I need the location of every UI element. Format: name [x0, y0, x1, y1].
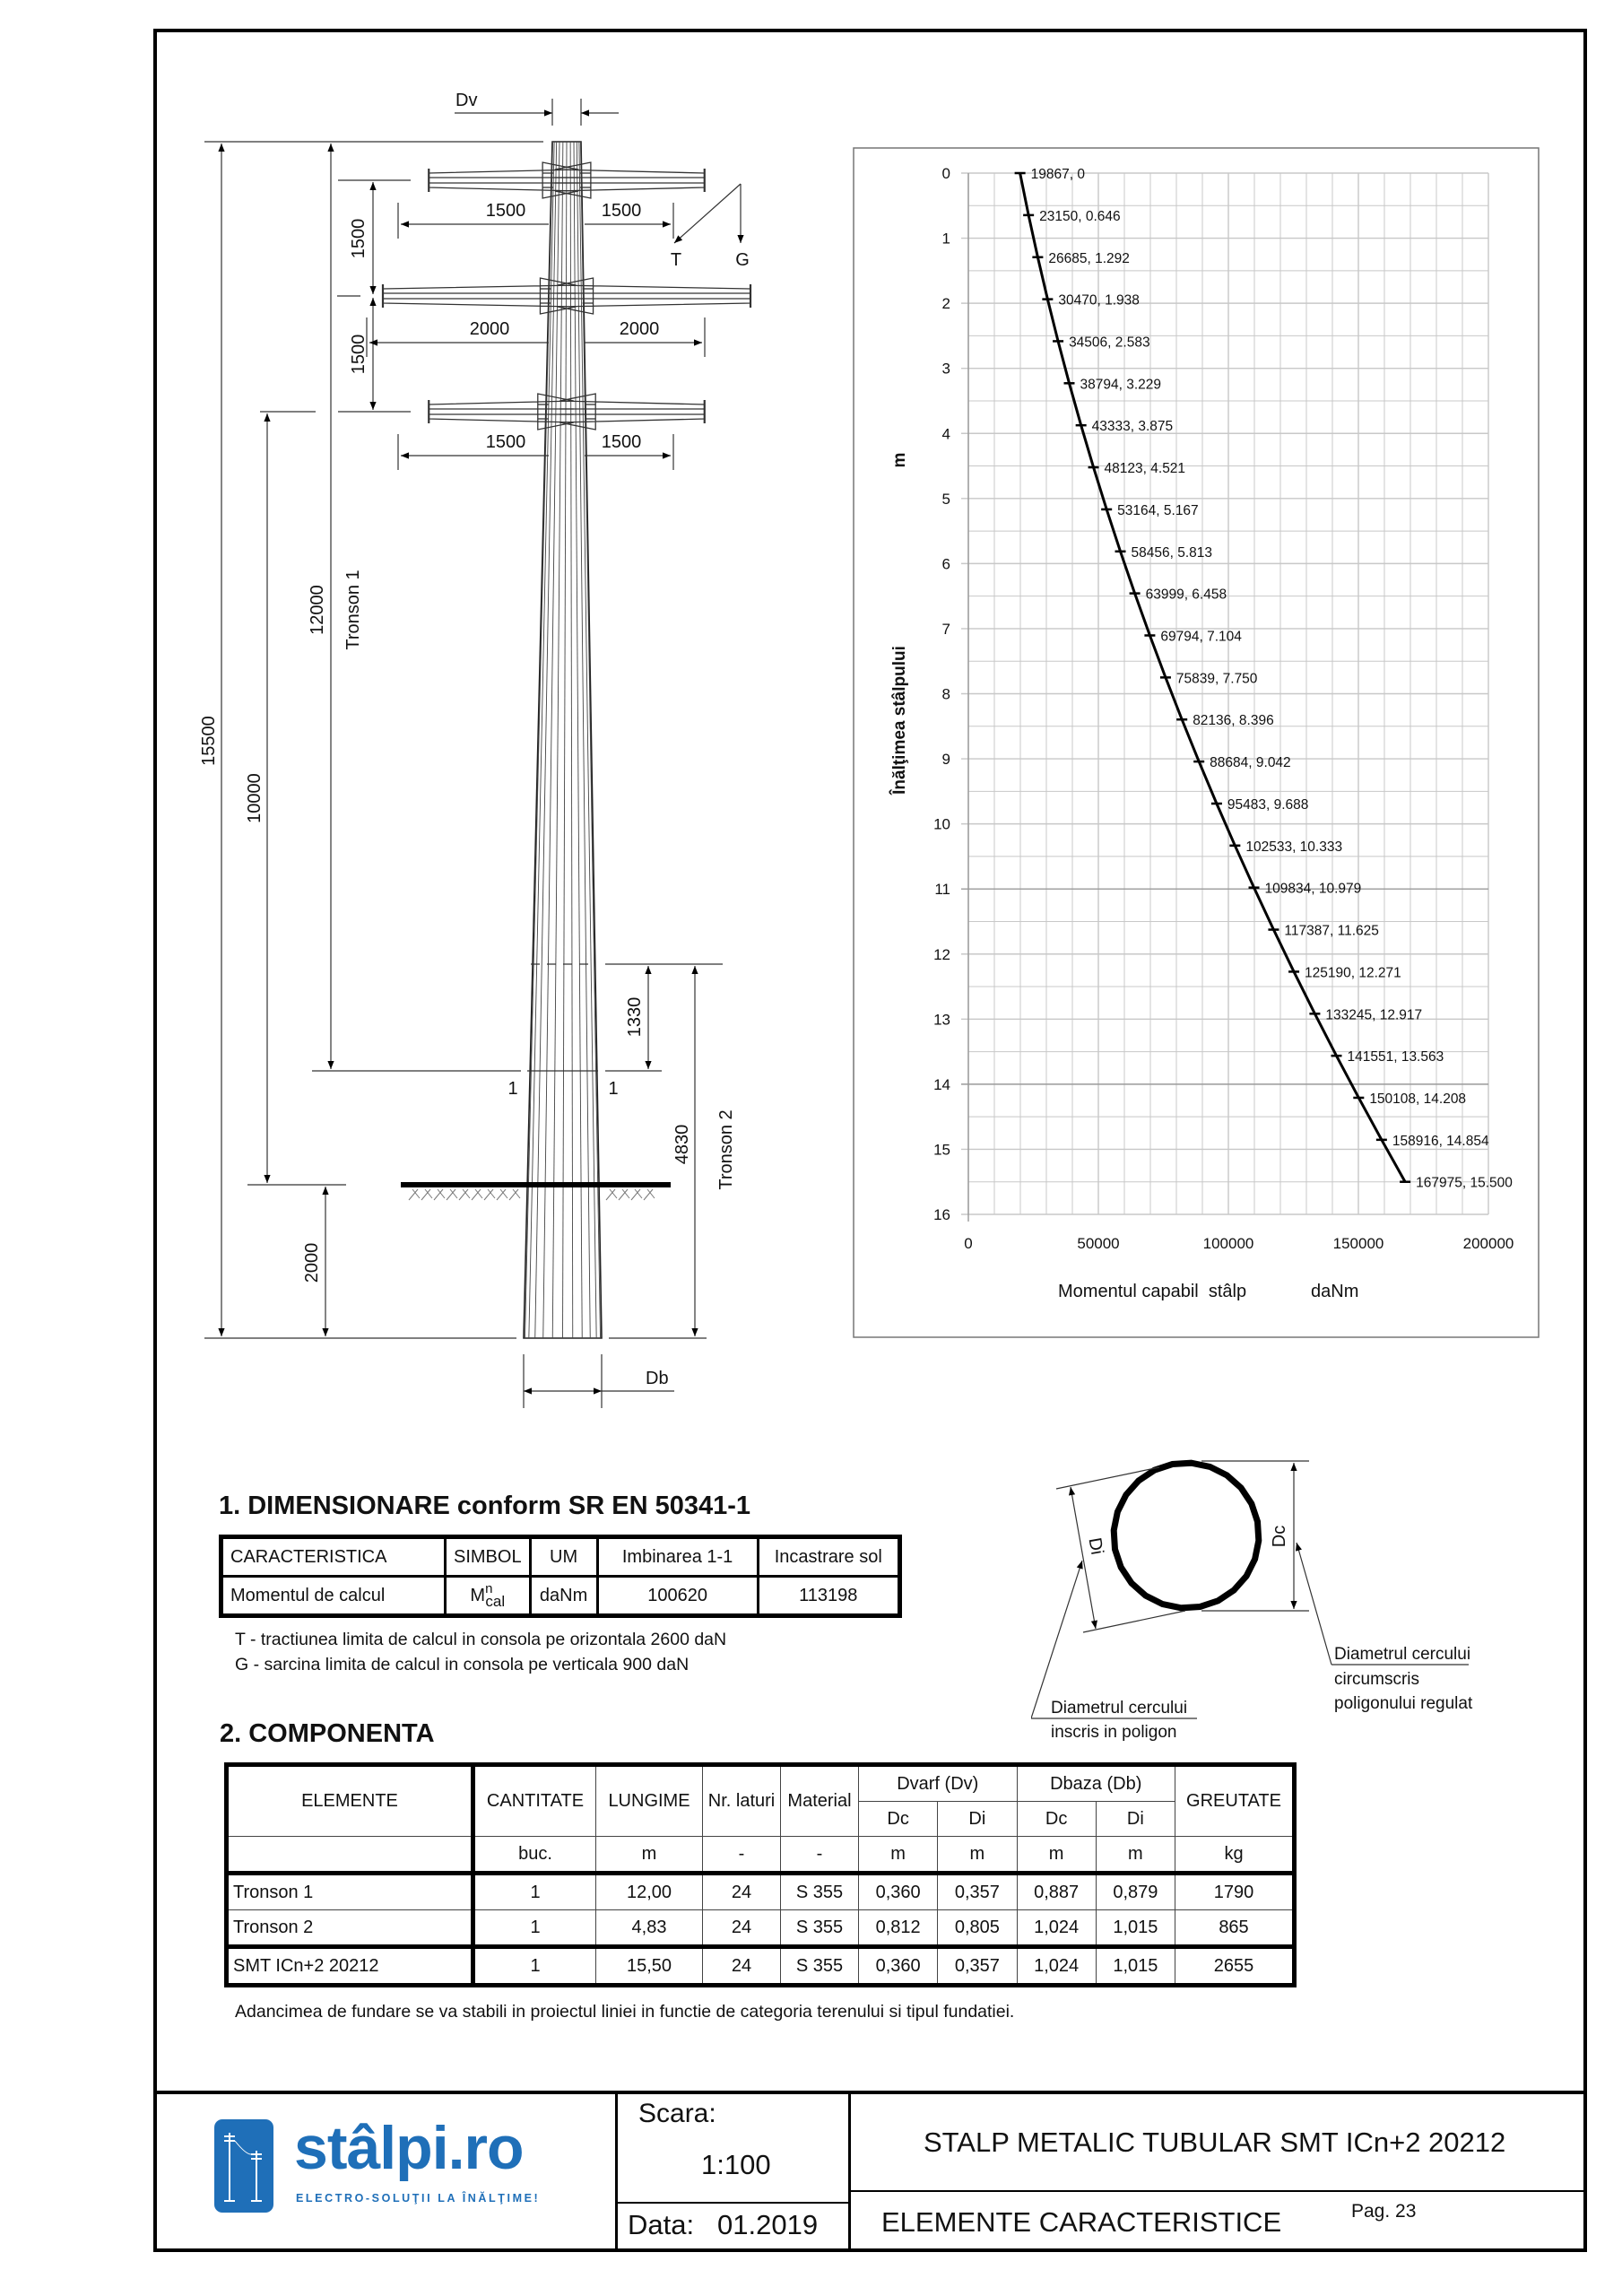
scale-label: Scara: [638, 2099, 716, 2128]
dimensioning-table [219, 1535, 902, 1618]
page-number: Pag. 23 [1351, 2201, 1417, 2222]
logo-mark-icon [213, 2118, 276, 2215]
unit-cell: kg [1175, 1837, 1295, 1874]
data-point-label: 75839, 7.750 [1175, 671, 1258, 687]
data-point-label: 38794, 3.229 [1080, 377, 1162, 393]
cell: S 355 [781, 1874, 859, 1910]
circumscribed-label-2: circumscris [1334, 1670, 1419, 1689]
dim-spacing-lower: 1500 [349, 334, 369, 375]
cell: 1 [473, 1874, 596, 1910]
pole-ribs [525, 142, 600, 1338]
dim-arm-mid-right: 2000 [619, 319, 660, 339]
pole-rib-line [574, 142, 582, 1338]
pole-rib-line [552, 142, 563, 1338]
cell: 15,50 [596, 1947, 703, 1986]
dim-embedment: 2000 [302, 1242, 322, 1283]
cross-section-diagram [1031, 1435, 1533, 1758]
table-units-row [227, 1837, 1295, 1874]
x-axis-title: Momentul capabil stâlp [1058, 1282, 1247, 1301]
data-point-label: 23150, 0.646 [1039, 208, 1121, 224]
cell: 0,887 [1017, 1874, 1096, 1910]
pole-rib-line [563, 142, 568, 1338]
data-point-label: 43333, 3.875 [1091, 419, 1174, 435]
y-axis-title: Înălţimea stâlpului [890, 646, 909, 795]
logo-wordmark: stâlpi.ro [294, 2114, 524, 2182]
pole-rib-line [525, 142, 552, 1338]
db-label: Db [646, 1369, 669, 1388]
data-point-label: 82136, 8.396 [1193, 713, 1274, 729]
x-tick-label: 50000 [1077, 1235, 1120, 1252]
cell: 0,879 [1096, 1874, 1175, 1910]
y-tick-label: 2 [941, 295, 950, 313]
cell: 24 [703, 1947, 781, 1986]
y-tick-label: 5 [941, 490, 950, 508]
data-point-label: 167975, 15.500 [1416, 1175, 1513, 1191]
unit-cell: m [1017, 1837, 1096, 1874]
y-axis-unit: m [890, 452, 909, 468]
data-point-label: 63999, 6.458 [1145, 587, 1227, 603]
table-header-row [221, 1537, 900, 1577]
data-point-label: 95483, 9.688 [1227, 796, 1309, 813]
title-block-divider [615, 2092, 618, 2248]
title-block-divider [617, 2202, 850, 2204]
y-tick-label: 13 [933, 1011, 950, 1029]
data-point-label: 26685, 1.292 [1048, 250, 1130, 266]
cell: S 355 [781, 1947, 859, 1986]
x-tick-label: 0 [964, 1235, 973, 1252]
moment-height-chart [852, 146, 1542, 1340]
cell: 1,015 [1096, 1947, 1175, 1986]
symbol-superscript: n [485, 1580, 493, 1596]
dc-label: Dc [1270, 1525, 1289, 1548]
y-tick-label: 9 [941, 751, 950, 769]
cell: 0,357 [938, 1947, 1017, 1986]
load-arrows [674, 184, 741, 243]
header-caracteristica: CARACTERISTICA [221, 1537, 446, 1577]
unit-cell: - [703, 1837, 781, 1874]
unit-cell: buc. [473, 1837, 596, 1874]
header-dvarf-dc: Dc [859, 1802, 938, 1837]
header-dvarf-di: Di [938, 1802, 1017, 1837]
y-tick-label: 8 [941, 685, 950, 703]
header-um: UM [530, 1537, 597, 1577]
polygon-section [1114, 1463, 1259, 1608]
circumscribed-label-1: Diametrul cercului [1334, 1645, 1471, 1664]
y-tick-label: 7 [941, 620, 950, 638]
data-point-label: 102533, 10.333 [1245, 839, 1343, 855]
cell: 1 [473, 1910, 596, 1947]
data-point-label: 34506, 2.583 [1069, 335, 1150, 351]
crossarm-left-1 [383, 278, 576, 314]
data-point-label: 125190, 12.271 [1305, 965, 1401, 981]
y-tick-label: 15 [933, 1141, 950, 1159]
section1-title: 1. DIMENSIONARE conform SR EN 50341-1 [219, 1492, 751, 1520]
header-imbinarea: Imbinarea 1-1 [597, 1537, 758, 1577]
dim-spacing-upper: 1500 [349, 218, 369, 259]
load-t-label: T [670, 250, 682, 270]
y-tick-label: 12 [933, 945, 950, 963]
y-tick-label: 14 [933, 1075, 950, 1093]
data-point-label: 158916, 14.854 [1392, 1133, 1489, 1149]
dim-arm-bot-left: 1500 [485, 432, 526, 452]
cell-element: SMT ICn+2 20212 [227, 1947, 473, 1986]
dim-total-height: 15500 [199, 716, 219, 766]
cell: 0,360 [859, 1874, 938, 1910]
section2-title: 2. COMPONENTA [220, 1719, 435, 1748]
header-dbaza-di: Di [1096, 1802, 1175, 1837]
pole-elevation-drawing [0, 0, 861, 1453]
units-empty [227, 1837, 473, 1874]
cell: S 355 [781, 1910, 859, 1947]
tronson2-label: Tronson 2 [716, 1109, 736, 1190]
y-tick-label: 16 [933, 1206, 950, 1223]
table-header-row [227, 1765, 1295, 1802]
cell: 2655 [1175, 1947, 1295, 1986]
dim-tronson1-length: 12000 [308, 585, 327, 635]
cell: 24 [703, 1874, 781, 1910]
header-incastrare: Incastrare sol [758, 1537, 899, 1577]
cell-element: Tronson 1 [227, 1874, 473, 1910]
data-point-label: 30470, 1.938 [1058, 292, 1140, 309]
x-tick-label: 200000 [1462, 1235, 1514, 1252]
x-axis-unit: daNm [1311, 1282, 1359, 1301]
cell: 1790 [1175, 1874, 1295, 1910]
table-row [221, 1577, 900, 1616]
cell-um: daNm [530, 1577, 597, 1616]
cell: 0,805 [938, 1910, 1017, 1947]
unit-cell: m [938, 1837, 1017, 1874]
cell: 4,83 [596, 1910, 703, 1947]
data-point-label: 48123, 4.521 [1104, 461, 1186, 477]
header-dbaza: Dbaza (Db) [1017, 1765, 1175, 1802]
y-tick-label: 4 [941, 425, 950, 443]
inscribed-label-2: inscris in poligon [1051, 1723, 1177, 1742]
cell: 12,00 [596, 1874, 703, 1910]
cell-incastrare: 113198 [758, 1577, 899, 1616]
header-nr-laturi: Nr. laturi [703, 1765, 781, 1837]
title-block-divider [850, 2190, 1583, 2192]
cell: 1,024 [1017, 1910, 1096, 1947]
header-dvarf: Dvarf (Dv) [859, 1765, 1018, 1802]
cell: 1,024 [1017, 1947, 1096, 1986]
joint-mark-right: 1 [608, 1079, 619, 1099]
chart-frame [854, 148, 1539, 1337]
header-lungime: LUNGIME [596, 1765, 703, 1837]
cell: 1 [473, 1947, 596, 1986]
x-tick-label: 100000 [1202, 1235, 1254, 1252]
cell-simbol [446, 1577, 531, 1616]
dim-arm-top-left: 1500 [485, 201, 526, 221]
y-tick-label: 1 [941, 230, 950, 248]
y-tick-label: 10 [933, 815, 950, 833]
unit-cell: - [781, 1837, 859, 1874]
pole-rib-line [529, 142, 554, 1338]
dim-above-ground: 10000 [245, 773, 265, 823]
unit-cell: m [1096, 1837, 1175, 1874]
data-point-label: 150108, 14.208 [1369, 1091, 1467, 1107]
data-point-label: 53164, 5.167 [1117, 502, 1199, 518]
symbol-subscript: cal [485, 1592, 506, 1610]
table-row [227, 1910, 1295, 1947]
drawing-subtitle: ELEMENTE CARACTERISTICE [881, 2206, 1282, 2238]
header-material: Material [781, 1765, 859, 1837]
data-point-label: 117387, 11.625 [1284, 923, 1379, 939]
circumscribed-label-3: poligonului regulat [1334, 1694, 1473, 1713]
cell: 865 [1175, 1910, 1295, 1947]
title-block-divider [848, 2092, 851, 2248]
table-row-total [227, 1947, 1295, 1986]
drawing-title: STALP METALIC TUBULAR SMT ICn+2 20212 [924, 2126, 1506, 2158]
y-tick-label: 11 [934, 881, 950, 899]
note-g: G - sarcina limita de calcul in consola pe verticala 900 daN [235, 1655, 690, 1674]
cell-element: Tronson 2 [227, 1910, 473, 1947]
logo-tagline: ELECTRO-SOLUŢII LA ÎNĂLŢIME! [296, 2192, 541, 2205]
di-label: Di [1084, 1535, 1107, 1557]
crossarm-right-1 [558, 278, 750, 314]
y-tick-label: 6 [941, 555, 950, 573]
header-greutate: GREUTATE [1175, 1765, 1295, 1837]
data-point-label: 88684, 9.042 [1210, 755, 1291, 771]
scale-value: 1:100 [701, 2149, 771, 2180]
data-point-label: 109834, 10.979 [1264, 881, 1362, 897]
load-g-label: G [735, 250, 750, 270]
components-table [224, 1762, 1297, 1987]
dv-label: Dv [455, 91, 478, 110]
symbol-base: M [470, 1585, 486, 1605]
note-t: T - tractiunea limita de calcul in consola pe orizontala 2600 daN [235, 1630, 727, 1649]
header-dbaza-dc: Dc [1017, 1802, 1096, 1837]
date-value: 01.2019 [717, 2209, 819, 2240]
data-point-label: 141551, 13.563 [1347, 1049, 1444, 1065]
joint-mark-left: 1 [507, 1079, 518, 1099]
title-block-top-rule [153, 2091, 1583, 2094]
company-logo [213, 2114, 599, 2217]
cell-imbinarea: 100620 [597, 1577, 758, 1616]
pole-rib-line [570, 142, 573, 1338]
cell: 0,360 [859, 1947, 938, 1986]
cell: 1,015 [1096, 1910, 1175, 1947]
cell: 0,357 [938, 1874, 1017, 1910]
data-point-label: 133245, 12.917 [1325, 1007, 1423, 1023]
crossarm-right-2 [559, 394, 705, 430]
table-row [227, 1874, 1295, 1910]
cell: 0,812 [859, 1910, 938, 1947]
inscribed-label-1: Diametrul cercului [1051, 1699, 1188, 1718]
data-point-label: 58456, 5.813 [1131, 544, 1213, 561]
header-elemente: ELEMENTE [227, 1765, 473, 1837]
dv-dimension [455, 99, 619, 126]
unit-cell: m [859, 1837, 938, 1874]
cell: 24 [703, 1910, 781, 1947]
unit-cell: m [596, 1837, 703, 1874]
dim-arm-top-right: 1500 [601, 201, 642, 221]
data-point-label: 19867, 0 [1030, 167, 1085, 182]
foundation-footnote: Adancimea de fundare se va stabili in proiectul liniei in functie de categoria terenului si tipul fundatiei. [235, 2002, 1015, 2022]
dim-arm-mid-left: 2000 [469, 319, 510, 339]
data-point-label: 69794, 7.104 [1160, 629, 1242, 645]
tronson1-label: Tronson 1 [343, 570, 363, 650]
y-tick-label: 3 [941, 360, 950, 378]
cell-caracteristica: Momentul de calcul [221, 1577, 446, 1616]
pole-shaft [524, 142, 602, 1338]
x-tick-label: 150000 [1332, 1235, 1384, 1252]
header-simbol: SIMBOL [446, 1537, 531, 1577]
header-cantitate: CANTITATE [473, 1765, 596, 1837]
y-tick-label: 0 [941, 165, 950, 182]
dim-arm-bot-right: 1500 [601, 432, 642, 452]
date-label: Data: [628, 2209, 695, 2240]
dim-tronson2-length: 4830 [672, 1124, 692, 1165]
pole-rib-line [579, 142, 596, 1338]
dim-joint-offset: 1330 [625, 996, 645, 1038]
